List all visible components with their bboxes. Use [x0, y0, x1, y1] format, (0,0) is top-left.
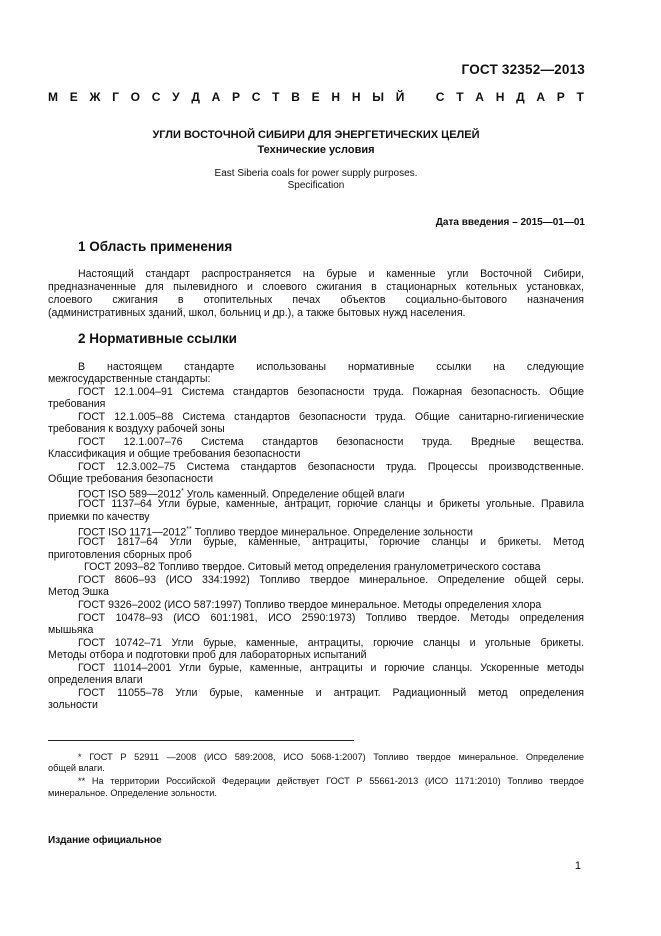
section-2-line: В настоящем стандарте использованы нормативные ссылки на следующие: [78, 361, 584, 373]
document-subtitle: Технические условия: [257, 144, 375, 156]
section-2-line: Классификация и общие требования безопасности: [48, 448, 301, 460]
section-2-line: ГОСТ 12.1.004–91 Система стандартов безопасности труда. Пожарная безопасность. Общие: [78, 386, 584, 398]
document-title: УГЛИ ВОСТОЧНОЙ СИБИРИ ДЛЯ ЭНЕРГЕТИЧЕСКИХ ЦЕЛЕЙ: [152, 129, 480, 141]
section-1-line: предназначенные для пылевидного и слоевого сжигания в стационарных котельных установках,: [48, 281, 584, 293]
section-2-line: зольности: [48, 699, 98, 711]
standard-type-letter: Ж: [89, 90, 101, 104]
standard-type-letter: С: [251, 90, 261, 104]
standard-type-letter: Т: [456, 90, 464, 104]
standard-type-heading: [48, 90, 584, 104]
footnote-marker: **: [186, 526, 192, 533]
section-2-line: ГОСТ 11055–78 Угли бурые, каменные и антрацит. Радиационный метод определения: [78, 687, 584, 699]
section-2-line: ГОСТ 10478–93 (ИСО 601:1981, ИСО 2590:1973) Топливо твердое. Методы определения: [78, 612, 584, 624]
section-2-line: Общие требования безопасности: [48, 473, 214, 485]
reference-title: Топливо твердое минеральное. Определение зольности: [191, 526, 473, 539]
standard-type-letter: А: [536, 90, 546, 104]
footnote-line: общей влаги.: [48, 763, 105, 773]
standard-type-letter: Д: [516, 90, 525, 104]
official-edition-label: Издание официальное: [48, 835, 162, 846]
standard-type-letter: Е: [311, 90, 320, 104]
section-2-line: ГОСТ 12.1.007–76 Система стандартов безопасности труда. Вредные вещества.: [78, 436, 584, 448]
section-2-line: приемки по качеству: [48, 511, 150, 523]
section-2-line: межгосударственные стандарты:: [48, 373, 211, 385]
section-1-line: слоевого сжигания в отопительных печах объектов социально-бытового назначения: [48, 294, 584, 306]
standard-type-letter: А: [211, 90, 221, 104]
page-number: 1: [574, 860, 581, 872]
standard-type-letter: Н: [495, 90, 505, 104]
section-2-line: требования: [48, 398, 106, 410]
english-title: East Siberia coals for power supply purposes.: [214, 168, 418, 179]
standard-type-letter: Н: [331, 90, 341, 104]
gost-number: ГОСТ 32352—2013: [461, 62, 585, 77]
standard-type-letter: Д: [191, 90, 200, 104]
section-2-line: ГОСТ 8606–93 (ИСО 334:1992) Топливо твердое минеральное. Определение общей серы.: [78, 574, 584, 586]
section-2-line: ГОСТ 1137–64 Угли бурые, каменные, антрацит, горючие сланцы и брикеты угольные. Правила: [78, 498, 584, 510]
standard-type-letter: С: [435, 90, 445, 104]
english-subtitle: Specification: [287, 180, 345, 191]
standard-type-letter: А: [475, 90, 484, 104]
reference-code: ГОСТ ISO 1171—2012: [78, 526, 187, 539]
section-2-line: требования к воздуху рабочей зоны: [48, 423, 225, 435]
standard-type-letter: Н: [351, 90, 361, 104]
section-2-line: определения влаги: [48, 674, 143, 686]
section-2-line: ГОСТ 9326–2002 (ИСО 587:1997) Топливо твердое минеральное. Методы определения хлора: [78, 599, 542, 611]
reference-title: Уголь каменный. Определение общей влаги: [183, 488, 405, 501]
section-2-line: ГОСТ 12.1.005–88 Система стандартов безопасности труда. Общие санитарно-гигиенические: [78, 411, 584, 423]
section-2-line: приготовления сборных проб: [48, 549, 192, 561]
section-2-line: Методы отбора и подготовки проб для лабораторных испытаний: [48, 649, 367, 661]
standard-type-letter: Е: [69, 90, 78, 104]
standard-type-letter: Г: [112, 90, 119, 104]
reference-code: ГОСТ ISO 589—2012: [78, 488, 182, 501]
section-1-line: (административных зданий, школ, больниц и др.), а также бытовых нужд населения.: [48, 307, 466, 319]
footnote-line: ** На территории Российской Федерации действует ГОСТ Р 55661-2013 (ИСО 1171:2010) Топливо твердое: [78, 776, 584, 786]
footnote-line: * ГОСТ Р 52911 —2008 (ИСО 589:2008, ИСО 5068-1:2007) Топливо твердое минеральное. Определение: [78, 752, 584, 762]
section-2-line: ГОСТ 1817–64 Угли бурые, каменные, антрациты, горючие сланцы и брикеты. Метод: [78, 536, 584, 548]
section-2-line: мышьяка: [48, 624, 94, 636]
standard-type-letter: Т: [576, 90, 584, 104]
section-2-line: ГОСТ 10742–71 Угли бурые, каменные, антрациты, горючие сланцы и угольные брикеты.: [78, 637, 584, 649]
section-2-line: Метод Эшка: [48, 586, 109, 598]
standard-type-letter: М: [48, 90, 58, 104]
section-1-heading: 1 Область применения: [78, 239, 233, 254]
standard-type-letter: Р: [232, 90, 241, 104]
section-2-line: ГОСТ 12.3.002–75 Система стандартов безопасности труда. Процессы производственные.: [78, 461, 584, 473]
standard-type-letter: Й: [395, 90, 405, 104]
footnote-marker: *: [181, 488, 184, 495]
standard-type-letter: [416, 90, 424, 104]
section-1-line: Настоящий стандарт распространяется на бурые и каменные угли Восточной Сибири,: [78, 268, 584, 280]
section-2-line: ГОСТ 11014–2001 Угли бурые, каменные, антрациты и горючие сланцы. Ускоренные методы: [78, 662, 584, 674]
standard-type-letter: Ы: [372, 90, 384, 104]
footnote-line: минеральное. Определение зольности.: [48, 788, 217, 798]
standard-type-letter: У: [172, 90, 180, 104]
standard-type-letter: С: [151, 90, 161, 104]
standard-type-letter: О: [130, 90, 140, 104]
introduction-date: Дата введения – 2015—01—01: [435, 217, 585, 228]
section-2-line: ГОСТ 2093–82 Топливо твердое. Ситовый метод определения гранулометрического состава: [84, 561, 541, 573]
standard-type-letter: Т: [272, 90, 280, 104]
standard-type-letter: В: [291, 90, 300, 104]
footnote-separator: [48, 740, 354, 741]
section-2-heading: 2 Нормативные ссылки: [78, 331, 237, 346]
standard-type-letter: Р: [556, 90, 565, 104]
